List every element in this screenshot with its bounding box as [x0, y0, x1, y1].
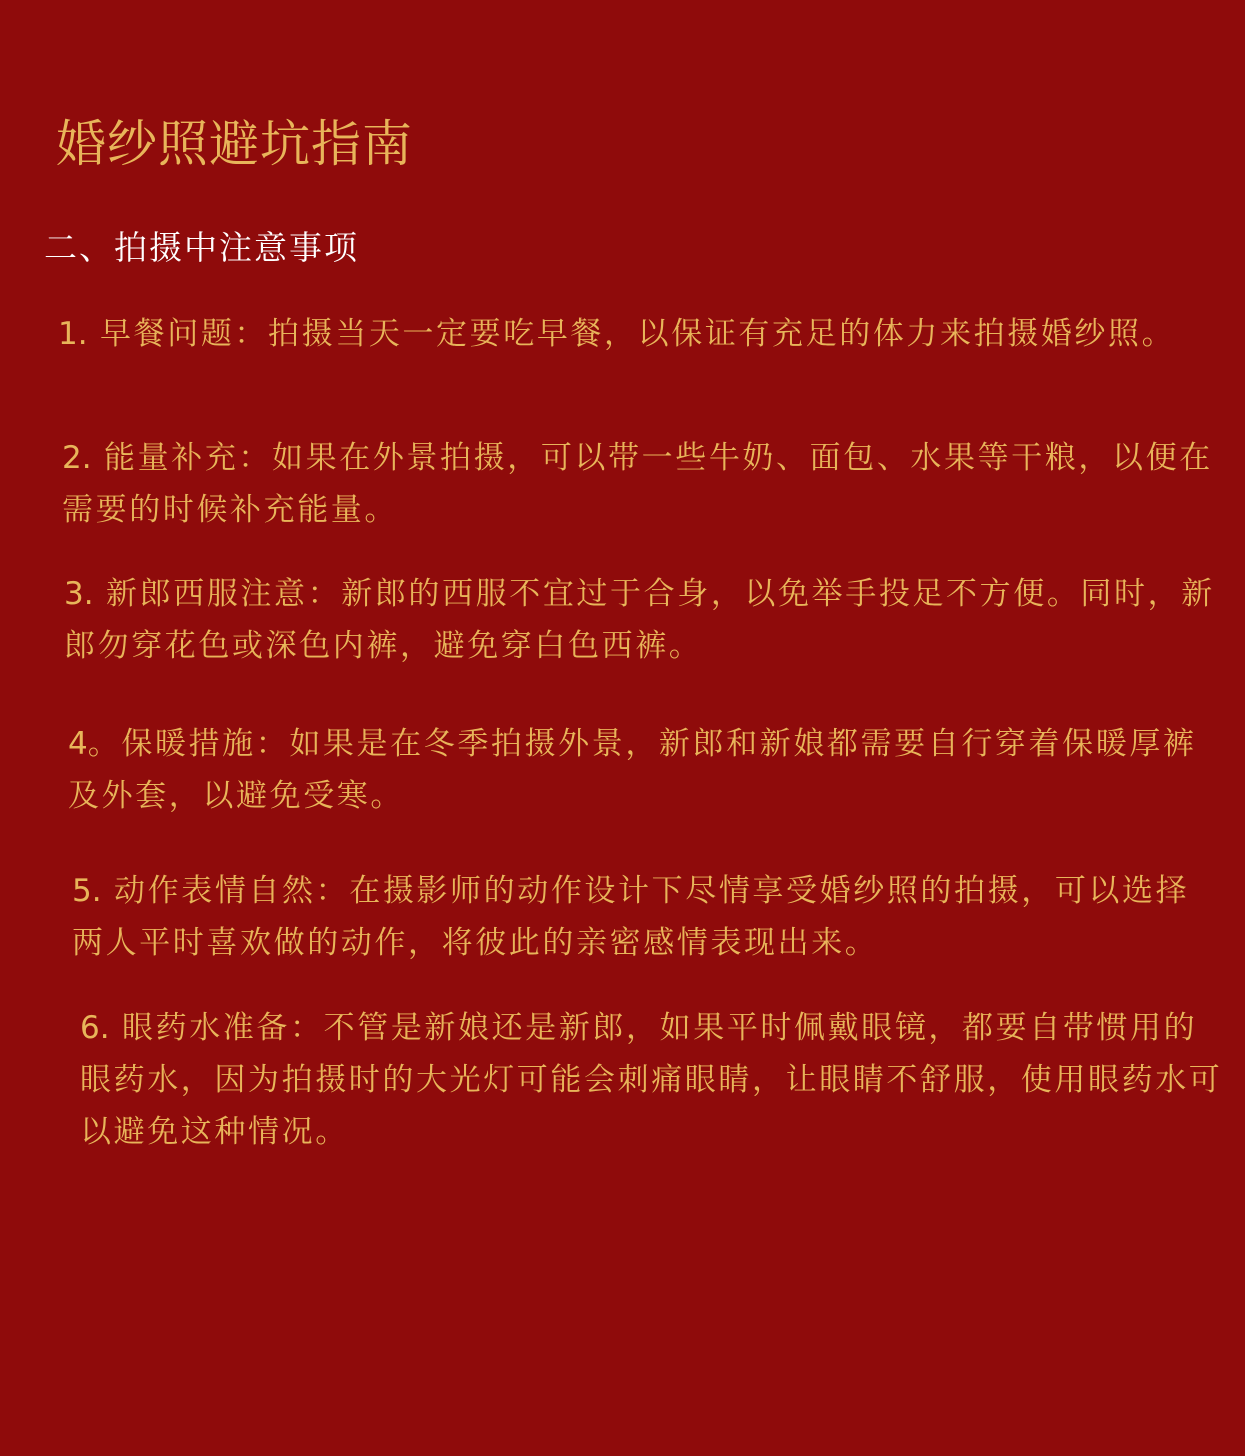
- item-text: 新郎西服注意：新郎的西服不宜过于合身，以免举手投足不方便。同时，新郎勿穿花色或深色内裤，避免穿白色西裤。: [64, 576, 1215, 664]
- list-item: [80, 1002, 1225, 1158]
- list-item: [72, 865, 1222, 969]
- page-title: 婚纱照避坑指南: [56, 115, 413, 173]
- list-item: [58, 308, 1228, 360]
- item-number: 3.: [64, 576, 94, 612]
- list-item: [64, 568, 1224, 672]
- list-item: [62, 432, 1222, 536]
- item-text: 早餐问题：拍摄当天一定要吃早餐，以保证有充足的体力来拍摄婚纱照。: [87, 316, 1176, 352]
- item-number: 1.: [58, 316, 88, 352]
- item-number: 4: [68, 726, 88, 762]
- item-text: 动作表情自然：在摄影师的动作设计下尽情享受婚纱照的拍摄，可以选择两人平时喜欢做的动作，将彼此的亲密感情表现出来。: [72, 873, 1190, 961]
- item-text: 。保暖措施：如果是在冬季拍摄外景，新郎和新娘都需要自行穿着保暖厚裤及外套，以避免受寒。: [68, 726, 1197, 814]
- list-item: [68, 718, 1223, 822]
- item-text: 能量补充：如果在外景拍摄，可以带一些牛奶、面包、水果等干粮，以便在需要的时候补充能量。: [62, 440, 1213, 528]
- item-number: 2.: [62, 440, 92, 476]
- item-number: 5.: [72, 873, 102, 909]
- item-number: 6.: [80, 1010, 110, 1046]
- item-text: 眼药水准备：不管是新娘还是新郎，如果平时佩戴眼镜，都要自带惯用的眼药水，因为拍摄时的大光灯可能会刺痛眼睛，让眼睛不舒服，使用眼药水可以避免这种情况。: [80, 1010, 1223, 1150]
- section-heading: 二、拍摄中注意事项: [44, 228, 359, 267]
